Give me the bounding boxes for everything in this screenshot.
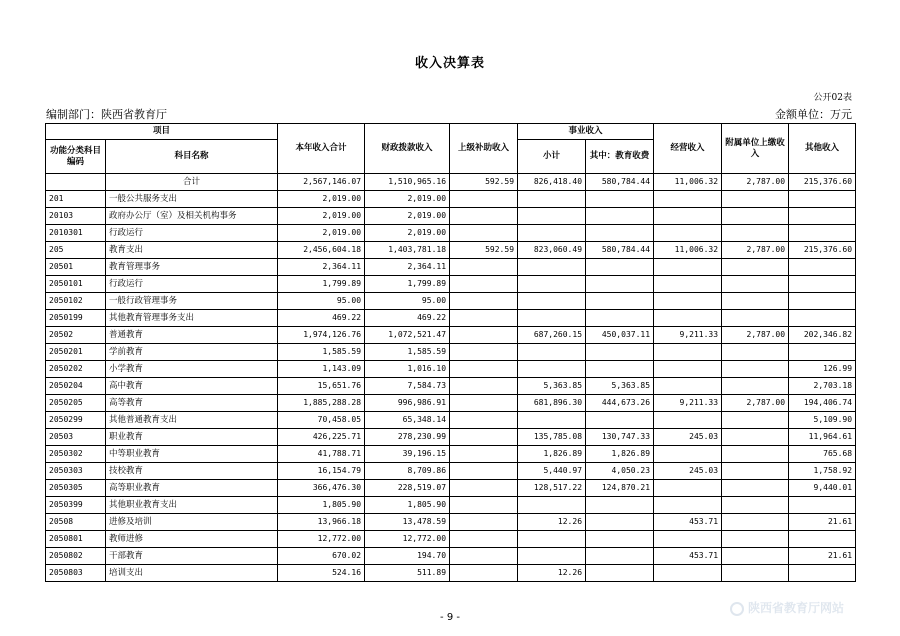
cell-edu-fee xyxy=(586,310,654,327)
cell-other xyxy=(789,497,856,514)
cell-affiliated xyxy=(722,497,789,514)
cell-subtotal xyxy=(518,548,586,565)
cell-superior xyxy=(450,225,518,242)
cell-code: 2050801 xyxy=(46,531,106,548)
cell-code: 20503 xyxy=(46,429,106,446)
cell-code: 20501 xyxy=(46,259,106,276)
cell-total: 1,799.89 xyxy=(278,276,365,293)
cell-total: 12,772.00 xyxy=(278,531,365,548)
cell-operating: 9,211.33 xyxy=(654,327,722,344)
cell-edu-fee xyxy=(586,259,654,276)
cell-total: 2,019.00 xyxy=(278,225,365,242)
cell-subtotal xyxy=(518,310,586,327)
cell-code: 2050802 xyxy=(46,548,106,565)
cell-total: 2,567,146.07 xyxy=(278,174,365,191)
cell-code: 2050303 xyxy=(46,463,106,480)
cell-fiscal: 2,019.00 xyxy=(365,208,450,225)
header-edu-fee: 其中：教育收费 xyxy=(586,140,654,174)
cell-superior xyxy=(450,565,518,582)
cell-other: 126.99 xyxy=(789,361,856,378)
cell-name: 一般公共服务支出 xyxy=(106,191,278,208)
cell-fiscal: 194.70 xyxy=(365,548,450,565)
cell-other: 215,376.60 xyxy=(789,242,856,259)
cell-affiliated xyxy=(722,446,789,463)
cell-operating xyxy=(654,259,722,276)
cell-subtotal xyxy=(518,259,586,276)
cell-code: 2050202 xyxy=(46,361,106,378)
cell-superior xyxy=(450,276,518,293)
header-fiscal: 财政拨款收入 xyxy=(365,124,450,174)
cell-fiscal: 1,072,521.47 xyxy=(365,327,450,344)
cell-total: 366,476.30 xyxy=(278,480,365,497)
table-row xyxy=(46,429,856,446)
cell-code: 20508 xyxy=(46,514,106,531)
cell-subtotal: 128,517.22 xyxy=(518,480,586,497)
cell-subtotal xyxy=(518,225,586,242)
cell-affiliated xyxy=(722,548,789,565)
cell-subtotal xyxy=(518,276,586,293)
cell-operating xyxy=(654,208,722,225)
cell-total: 1,974,126.76 xyxy=(278,327,365,344)
cell-name: 技校教育 xyxy=(106,463,278,480)
cell-operating xyxy=(654,446,722,463)
cell-total: 13,966.18 xyxy=(278,514,365,531)
cell-name: 一般行政管理事务 xyxy=(106,293,278,310)
cell-total: 670.02 xyxy=(278,548,365,565)
cell-edu-fee xyxy=(586,531,654,548)
cell-name: 高中教育 xyxy=(106,378,278,395)
cell-subtotal: 687,260.15 xyxy=(518,327,586,344)
cell-subtotal xyxy=(518,412,586,429)
cell-fiscal: 1,016.10 xyxy=(365,361,450,378)
cell-fiscal: 13,478.59 xyxy=(365,514,450,531)
page-number: - 9 - xyxy=(440,612,460,623)
cell-edu-fee: 124,870.21 xyxy=(586,480,654,497)
cell-code: 205 xyxy=(46,242,106,259)
cell-operating xyxy=(654,497,722,514)
cell-code xyxy=(46,174,106,191)
cell-name: 小学教育 xyxy=(106,361,278,378)
cell-superior xyxy=(450,378,518,395)
cell-name: 教育支出 xyxy=(106,242,278,259)
cell-superior: 592.59 xyxy=(450,242,518,259)
table-row xyxy=(46,412,856,429)
cell-fiscal: 1,403,781.18 xyxy=(365,242,450,259)
table-row xyxy=(46,344,856,361)
table-body xyxy=(46,174,856,582)
header-name: 科目名称 xyxy=(106,140,278,174)
cell-affiliated xyxy=(722,514,789,531)
cell-name: 进修及培训 xyxy=(106,514,278,531)
table-row xyxy=(46,497,856,514)
watermark-text: 陕西省教育厅网站 xyxy=(748,601,845,615)
cell-total: 426,225.71 xyxy=(278,429,365,446)
cell-affiliated: 2,787.00 xyxy=(722,242,789,259)
cell-name: 其他职业教育支出 xyxy=(106,497,278,514)
site-watermark xyxy=(730,597,900,619)
cell-superior xyxy=(450,548,518,565)
cell-edu-fee xyxy=(586,276,654,293)
cell-superior xyxy=(450,310,518,327)
cell-other xyxy=(789,293,856,310)
table-row xyxy=(46,276,856,293)
cell-edu-fee: 450,037.11 xyxy=(586,327,654,344)
cell-other: 765.68 xyxy=(789,446,856,463)
cell-operating xyxy=(654,565,722,582)
cell-operating xyxy=(654,344,722,361)
header-business-group: 事业收入 xyxy=(518,124,654,140)
cell-name: 干部教育 xyxy=(106,548,278,565)
cell-operating xyxy=(654,531,722,548)
cell-code: 20502 xyxy=(46,327,106,344)
cell-subtotal xyxy=(518,293,586,310)
header-code: 功能分类科目编码 xyxy=(46,140,106,174)
cell-total: 15,651.76 xyxy=(278,378,365,395)
cell-total: 2,456,604.18 xyxy=(278,242,365,259)
table-row xyxy=(46,361,856,378)
cell-superior xyxy=(450,531,518,548)
cell-superior xyxy=(450,514,518,531)
cell-subtotal: 826,418.40 xyxy=(518,174,586,191)
header-superior: 上级补助收入 xyxy=(450,124,518,174)
cell-fiscal: 1,799.89 xyxy=(365,276,450,293)
revenue-table xyxy=(45,123,856,582)
cell-name: 其他教育管理事务支出 xyxy=(106,310,278,327)
cell-fiscal: 8,709.86 xyxy=(365,463,450,480)
cell-code: 2010301 xyxy=(46,225,106,242)
cell-name: 职业教育 xyxy=(106,429,278,446)
table-row xyxy=(46,293,856,310)
cell-edu-fee: 130,747.33 xyxy=(586,429,654,446)
cell-fiscal: 996,986.91 xyxy=(365,395,450,412)
cell-affiliated xyxy=(722,361,789,378)
cell-code: 20103 xyxy=(46,208,106,225)
cell-name: 行政运行 xyxy=(106,276,278,293)
cell-name: 中等职业教育 xyxy=(106,446,278,463)
table-row xyxy=(46,480,856,497)
cell-total: 1,585.59 xyxy=(278,344,365,361)
cell-superior xyxy=(450,208,518,225)
cell-fiscal: 1,510,965.16 xyxy=(365,174,450,191)
cell-code: 2050399 xyxy=(46,497,106,514)
cell-operating: 9,211.33 xyxy=(654,395,722,412)
cell-total: 70,458.05 xyxy=(278,412,365,429)
cell-subtotal xyxy=(518,531,586,548)
cell-edu-fee xyxy=(586,412,654,429)
cell-fiscal: 278,230.99 xyxy=(365,429,450,446)
cell-fiscal: 1,585.59 xyxy=(365,344,450,361)
cell-other xyxy=(789,191,856,208)
report-title: 收入决算表 xyxy=(414,56,485,71)
cell-operating xyxy=(654,378,722,395)
cell-edu-fee: 1,826.89 xyxy=(586,446,654,463)
cell-fiscal: 12,772.00 xyxy=(365,531,450,548)
cell-superior xyxy=(450,259,518,276)
cell-edu-fee xyxy=(586,514,654,531)
cell-other xyxy=(789,225,856,242)
cell-subtotal xyxy=(518,191,586,208)
header-other: 其他收入 xyxy=(789,124,856,174)
cell-subtotal: 12.26 xyxy=(518,565,586,582)
cell-other xyxy=(789,565,856,582)
cell-subtotal xyxy=(518,208,586,225)
cell-affiliated xyxy=(722,310,789,327)
cell-fiscal: 511.89 xyxy=(365,565,450,582)
cell-operating xyxy=(654,293,722,310)
table-row xyxy=(46,531,856,548)
cell-name: 高等教育 xyxy=(106,395,278,412)
cell-code: 2050201 xyxy=(46,344,106,361)
cell-superior xyxy=(450,446,518,463)
cell-total: 1,805.90 xyxy=(278,497,365,514)
table-row xyxy=(46,548,856,565)
cell-operating xyxy=(654,310,722,327)
cell-subtotal xyxy=(518,361,586,378)
cell-other: 2,703.18 xyxy=(789,378,856,395)
cell-code: 2050305 xyxy=(46,480,106,497)
cell-other xyxy=(789,276,856,293)
cell-total: 2,364.11 xyxy=(278,259,365,276)
cell-fiscal: 1,805.90 xyxy=(365,497,450,514)
cell-total: 16,154.79 xyxy=(278,463,365,480)
cell-affiliated xyxy=(722,378,789,395)
cell-affiliated xyxy=(722,480,789,497)
cell-affiliated xyxy=(722,259,789,276)
cell-total: 41,788.71 xyxy=(278,446,365,463)
cell-operating: 11,006.32 xyxy=(654,242,722,259)
cell-subtotal: 681,896.30 xyxy=(518,395,586,412)
cell-affiliated xyxy=(722,225,789,242)
table-row xyxy=(46,395,856,412)
table-row xyxy=(46,242,856,259)
cell-affiliated xyxy=(722,463,789,480)
cell-edu-fee xyxy=(586,497,654,514)
cell-edu-fee: 5,363.85 xyxy=(586,378,654,395)
cell-name: 教师进修 xyxy=(106,531,278,548)
cell-superior xyxy=(450,293,518,310)
table-row xyxy=(46,514,856,531)
table-row xyxy=(46,310,856,327)
cell-affiliated xyxy=(722,276,789,293)
cell-fiscal: 469.22 xyxy=(365,310,450,327)
header-item-group: 项目 xyxy=(46,124,278,140)
cell-affiliated xyxy=(722,412,789,429)
cell-other xyxy=(789,531,856,548)
cell-code: 2050803 xyxy=(46,565,106,582)
cell-edu-fee xyxy=(586,191,654,208)
compiler-label: 编制部门：陕西省教育厅 xyxy=(46,108,167,121)
cell-affiliated: 2,787.00 xyxy=(722,174,789,191)
cell-superior xyxy=(450,463,518,480)
cell-name: 教育管理事务 xyxy=(106,259,278,276)
cell-name: 政府办公厅（室）及相关机构事务 xyxy=(106,208,278,225)
cell-affiliated xyxy=(722,208,789,225)
cell-edu-fee xyxy=(586,225,654,242)
cell-other xyxy=(789,259,856,276)
cell-edu-fee xyxy=(586,293,654,310)
cell-other: 202,346.82 xyxy=(789,327,856,344)
form-number: 公开02表 xyxy=(813,93,852,103)
cell-superior xyxy=(450,327,518,344)
cell-other: 21.61 xyxy=(789,514,856,531)
cell-fiscal: 95.00 xyxy=(365,293,450,310)
cell-superior xyxy=(450,412,518,429)
cell-name: 其他普通教育支出 xyxy=(106,412,278,429)
cell-edu-fee xyxy=(586,565,654,582)
header-subtotal: 小计 xyxy=(518,140,586,174)
cell-other: 215,376.60 xyxy=(789,174,856,191)
table-row xyxy=(46,191,856,208)
watermark-logo-icon xyxy=(730,602,744,616)
cell-other xyxy=(789,208,856,225)
cell-total: 2,019.00 xyxy=(278,208,365,225)
cell-subtotal: 5,440.97 xyxy=(518,463,586,480)
table-row xyxy=(46,327,856,344)
cell-other: 5,109.90 xyxy=(789,412,856,429)
cell-total: 95.00 xyxy=(278,293,365,310)
cell-operating xyxy=(654,480,722,497)
cell-total: 469.22 xyxy=(278,310,365,327)
cell-edu-fee xyxy=(586,361,654,378)
unit-label: 金额单位：万元 xyxy=(775,108,852,121)
cell-operating xyxy=(654,361,722,378)
cell-affiliated: 2,787.00 xyxy=(722,395,789,412)
cell-code: 2050204 xyxy=(46,378,106,395)
cell-operating: 453.71 xyxy=(654,548,722,565)
cell-fiscal: 2,019.00 xyxy=(365,191,450,208)
cell-other: 11,964.61 xyxy=(789,429,856,446)
header-total: 本年收入合计 xyxy=(278,124,365,174)
cell-fiscal: 228,519.07 xyxy=(365,480,450,497)
cell-affiliated xyxy=(722,429,789,446)
table-row xyxy=(46,565,856,582)
cell-fiscal: 65,348.14 xyxy=(365,412,450,429)
table-row xyxy=(46,446,856,463)
cell-subtotal: 1,826.89 xyxy=(518,446,586,463)
cell-affiliated xyxy=(722,531,789,548)
cell-name: 学前教育 xyxy=(106,344,278,361)
cell-superior: 592.59 xyxy=(450,174,518,191)
cell-operating: 11,006.32 xyxy=(654,174,722,191)
cell-fiscal: 39,196.15 xyxy=(365,446,450,463)
cell-operating xyxy=(654,412,722,429)
cell-subtotal: 12.26 xyxy=(518,514,586,531)
table-row xyxy=(46,208,856,225)
cell-operating: 453.71 xyxy=(654,514,722,531)
cell-total: 524.16 xyxy=(278,565,365,582)
cell-edu-fee: 580,784.44 xyxy=(586,174,654,191)
cell-superior xyxy=(450,191,518,208)
cell-code: 2050302 xyxy=(46,446,106,463)
cell-other xyxy=(789,310,856,327)
header-operating: 经营收入 xyxy=(654,124,722,174)
cell-total: 2,019.00 xyxy=(278,191,365,208)
cell-affiliated: 2,787.00 xyxy=(722,327,789,344)
cell-code: 2050102 xyxy=(46,293,106,310)
cell-code: 201 xyxy=(46,191,106,208)
cell-operating xyxy=(654,276,722,293)
cell-subtotal xyxy=(518,344,586,361)
cell-affiliated xyxy=(722,191,789,208)
cell-fiscal: 7,584.73 xyxy=(365,378,450,395)
cell-other: 1,758.92 xyxy=(789,463,856,480)
table-row xyxy=(46,378,856,395)
cell-name: 普通教育 xyxy=(106,327,278,344)
cell-name: 合计 xyxy=(106,174,278,191)
table-row xyxy=(46,259,856,276)
cell-code: 2050199 xyxy=(46,310,106,327)
cell-other xyxy=(789,344,856,361)
table-row xyxy=(46,463,856,480)
cell-edu-fee: 444,673.26 xyxy=(586,395,654,412)
cell-other: 21.61 xyxy=(789,548,856,565)
cell-name: 高等职业教育 xyxy=(106,480,278,497)
cell-subtotal: 135,785.08 xyxy=(518,429,586,446)
cell-superior xyxy=(450,395,518,412)
cell-operating: 245.03 xyxy=(654,429,722,446)
cell-edu-fee: 580,784.44 xyxy=(586,242,654,259)
cell-subtotal xyxy=(518,497,586,514)
table-row xyxy=(46,225,856,242)
cell-total: 1,143.09 xyxy=(278,361,365,378)
cell-operating: 245.03 xyxy=(654,463,722,480)
table-row xyxy=(46,174,856,191)
header-affiliated: 附属单位上缴收入 xyxy=(722,124,789,174)
cell-edu-fee: 4,050.23 xyxy=(586,463,654,480)
cell-edu-fee xyxy=(586,208,654,225)
cell-superior xyxy=(450,497,518,514)
cell-fiscal: 2,364.11 xyxy=(365,259,450,276)
cell-operating xyxy=(654,225,722,242)
cell-fiscal: 2,019.00 xyxy=(365,225,450,242)
cell-other: 9,440.01 xyxy=(789,480,856,497)
cell-superior xyxy=(450,480,518,497)
cell-edu-fee xyxy=(586,548,654,565)
cell-name: 培训支出 xyxy=(106,565,278,582)
cell-affiliated xyxy=(722,565,789,582)
cell-other: 194,406.74 xyxy=(789,395,856,412)
cell-name: 行政运行 xyxy=(106,225,278,242)
cell-total: 1,885,288.28 xyxy=(278,395,365,412)
cell-superior xyxy=(450,361,518,378)
cell-code: 2050299 xyxy=(46,412,106,429)
cell-code: 2050205 xyxy=(46,395,106,412)
cell-superior xyxy=(450,344,518,361)
cell-operating xyxy=(654,191,722,208)
cell-superior xyxy=(450,429,518,446)
cell-affiliated xyxy=(722,344,789,361)
cell-affiliated xyxy=(722,293,789,310)
cell-subtotal: 823,060.49 xyxy=(518,242,586,259)
cell-edu-fee xyxy=(586,344,654,361)
cell-code: 2050101 xyxy=(46,276,106,293)
cell-subtotal: 5,363.85 xyxy=(518,378,586,395)
